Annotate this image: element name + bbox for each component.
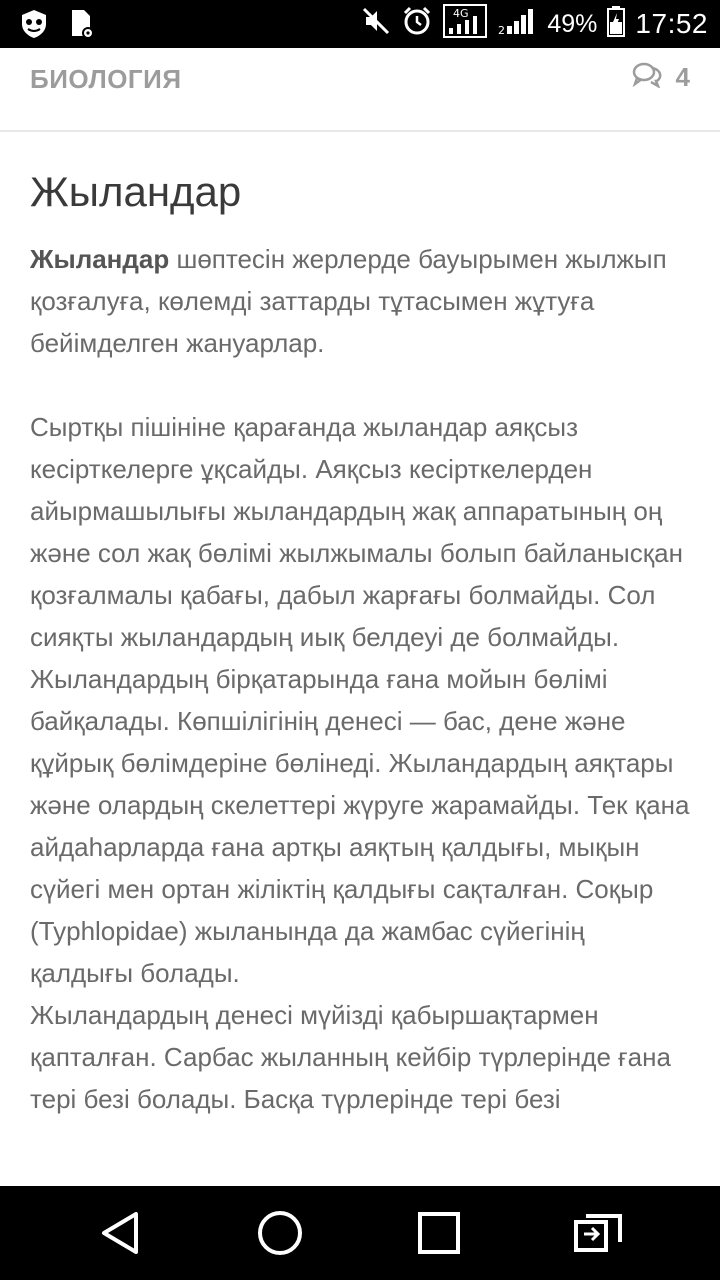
battery-icon	[607, 5, 625, 44]
article-intro	[30, 238, 694, 364]
mute-icon	[361, 6, 391, 43]
svg-text:4G: 4G	[453, 6, 469, 20]
status-bar	[0, 0, 720, 48]
intro-bold-term: Жыландар	[30, 244, 170, 274]
comments-icon	[632, 62, 662, 93]
back-icon[interactable]	[96, 1208, 146, 1258]
article-content[interactable]	[30, 130, 694, 1186]
intro-text: шөптесін жерлерде бауырымен жылжып қозғалуға, көлемді заттарды тұтасымен жұтуға бейімделген жануарлар.	[30, 244, 667, 358]
comment-count: 4	[675, 62, 690, 92]
article-header	[0, 48, 720, 132]
svg-text:2: 2	[498, 23, 506, 36]
navigation-bar	[0, 1186, 720, 1280]
article-paragraph-2: Сыртқы пішініне қарағанда жыландар аяқсыз кесірткелерге ұқсайды. Аяқсыз кесірткелерден айырмашылығы жыландардың жақ аппаратының оң және сол жақ бөлімі жылжымалы болып байланысқан қозғалмалы қабағы, дабыл жарғағы болмайды. Сол сияқты жыландардың иық белдеуі де болмайды. Жыландардың бірқатарында ғана мойын бөлімі байқалады. Көпшілігінің денесі — бас, дене және құйрық бөлімдеріне бөлінеді. Жыландардың аяқтары және олардың скелеттері жүруге жарамайды. Тек қана айдаһарларда ғана артқы аяқтың қалдығы, мықын сүйегі мен ортан жіліктің қалдығы сақталған. Соқыр (Typhlopidae) жыланында да жамбас сүйегінің қалдығы болады.	[30, 412, 690, 988]
comments-button[interactable]	[632, 62, 690, 93]
signal-sim2-icon	[497, 6, 537, 43]
shield-icon	[18, 8, 50, 45]
clock-time: 17:52	[635, 8, 708, 39]
article-paragraph-3: Жыландардың денесі мүйізді қабыршақтармен қапталған. Сарбас жыланның кейбір түрлерінде ғана тері безі болады. Басқа түрлерінде тері безі	[30, 1000, 671, 1114]
home-icon[interactable]	[255, 1208, 305, 1258]
article-title: Жыландар	[30, 168, 242, 215]
recents-icon[interactable]	[414, 1208, 464, 1258]
file-settings-icon	[68, 8, 96, 45]
battery-percent: 49%	[547, 9, 598, 38]
alarm-icon	[401, 5, 433, 44]
category-label[interactable]: БИОЛОГИЯ	[30, 64, 182, 94]
switch-app-icon[interactable]	[572, 1208, 628, 1258]
signal-4g-icon	[443, 4, 487, 45]
